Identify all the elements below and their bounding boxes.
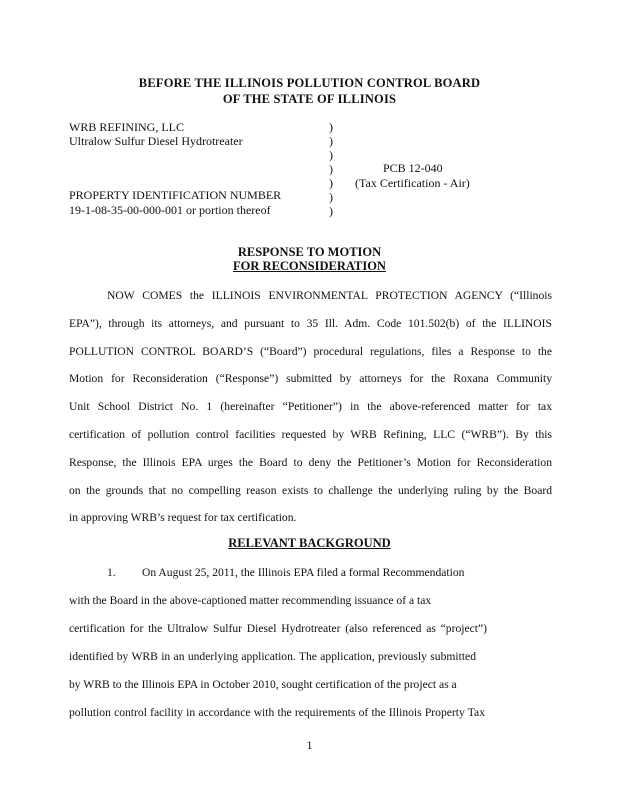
intro-line: Motion for Reconsideration (“Response”) submitted by attorneys for the Roxana Community bbox=[69, 372, 552, 385]
document-title-line2: FOR RECONSIDERATION bbox=[233, 259, 386, 273]
intro-line: NOW COMES the ILLINOIS ENVIRONMENTAL PROTECTION AGENCY (“Illinois bbox=[107, 289, 552, 302]
caption-property-label: PROPERTY IDENTIFICATION NUMBER bbox=[69, 188, 282, 202]
paragraph-line: certification for the Ultralow Sulfur Diesel Hydrotreater (also referenced as “project”) bbox=[69, 622, 487, 635]
intro-line: POLLUTION CONTROL BOARD’S (“Board”) procedural regulations, files a Response to the bbox=[69, 345, 552, 358]
paragraph-line: by WRB to the Illinois EPA in October 2010, sought certification of the project as a bbox=[69, 678, 457, 691]
board-heading-line1: BEFORE THE ILLINOIS POLLUTION CONTROL BOARD bbox=[138, 76, 481, 90]
intro-line: Unit School District No. 1 (hereinafter “Petitioner”) in the above-referenced matter for tax bbox=[69, 400, 552, 413]
document-title-line1: RESPONSE TO MOTION bbox=[237, 245, 382, 259]
caption-party-name: WRB REFINING, LLC bbox=[69, 120, 184, 134]
caption-paren: ) bbox=[329, 134, 333, 148]
paragraph-line: with the Board in the above-captioned matter recommending issuance of a tax bbox=[69, 594, 432, 607]
paragraph-number: 1. bbox=[107, 566, 116, 579]
case-type: (Tax Certification - Air) bbox=[355, 176, 470, 190]
intro-line: in approving WRB’s request for tax certification. bbox=[69, 511, 297, 524]
case-number: PCB 12-040 bbox=[383, 161, 443, 175]
page-number: 1 bbox=[306, 738, 313, 752]
caption-paren: ) bbox=[329, 148, 333, 162]
intro-line: certification of pollution control facilities requested by WRB Refining, LLC (“WRB”). By this bbox=[69, 428, 552, 441]
caption-paren: ) bbox=[329, 162, 333, 176]
caption-paren: ) bbox=[329, 190, 333, 204]
intro-line: Response, the Illinois EPA urges the Board to deny the Petitioner’s Motion for Reconsideration bbox=[69, 456, 552, 469]
caption-paren: ) bbox=[329, 120, 333, 134]
caption-paren: ) bbox=[329, 176, 333, 190]
caption-party-project: Ultralow Sulfur Diesel Hydrotreater bbox=[69, 134, 243, 148]
intro-line: EPA”), through its attorneys, and pursuant to 35 Ill. Adm. Code 101.502(b) of the ILLINOIS bbox=[69, 317, 552, 330]
paragraph-line: pollution control facility in accordance with the requirements of the Illinois Property Tax bbox=[69, 706, 485, 719]
paragraph-line: On August 25, 2011, the Illinois EPA filed a formal Recommendation bbox=[142, 566, 465, 579]
board-heading-line2: OF THE STATE OF ILLINOIS bbox=[222, 92, 397, 106]
caption-property-number: 19-1-08-35-00-000-001 or portion thereof bbox=[69, 203, 271, 217]
section-heading: RELEVANT BACKGROUND bbox=[228, 536, 391, 550]
intro-line: on the grounds that no compelling reason exists to challenge the underlying ruling by the Board bbox=[69, 484, 552, 497]
paragraph-line: identified by WRB in an underlying application. The application, previously submitted bbox=[69, 650, 476, 663]
caption-paren: ) bbox=[329, 204, 333, 218]
